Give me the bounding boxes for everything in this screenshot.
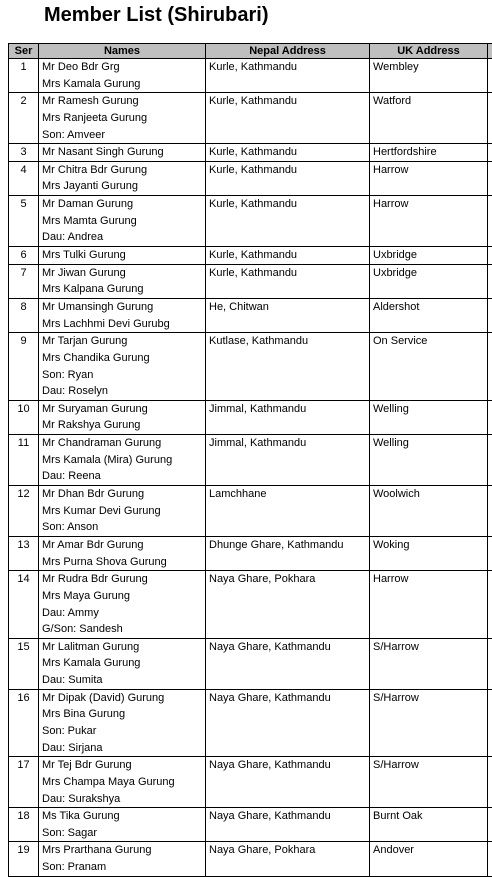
nepal-address: Kurle, Kathmandu <box>209 144 366 161</box>
ser-cell <box>9 842 39 876</box>
uk-address: Uxbridge <box>373 265 484 282</box>
member-name: Mr Daman Gurung <box>42 196 202 213</box>
extra-cell <box>488 400 492 434</box>
member-name: Mrs Mamta Gurung <box>42 213 202 230</box>
nepal-address-cell <box>206 59 370 93</box>
names-cell <box>39 93 206 144</box>
member-name: Mrs Purna Shova Gurung <box>42 554 202 571</box>
nepal-address-cell <box>206 264 370 298</box>
uk-address: S/Harrow <box>373 757 484 774</box>
table-row <box>9 247 492 265</box>
extra-cell <box>488 842 492 876</box>
names-cell <box>39 842 206 876</box>
nepal-address-cell <box>206 689 370 757</box>
table-row <box>9 196 492 247</box>
ser-number: 7 <box>9 265 38 282</box>
names-cell <box>39 400 206 434</box>
extra-cell <box>488 264 492 298</box>
header-extra-column <box>488 44 492 59</box>
ser-number: 13 <box>9 537 38 554</box>
member-name: Son: Ryan <box>42 367 202 384</box>
nepal-address: Dhunge Ghare, Kathmandu <box>209 537 366 554</box>
uk-address: Aldershot <box>373 299 484 316</box>
member-name: Mr Umansingh Gurung <box>42 299 202 316</box>
ser-cell <box>9 333 39 401</box>
ser-number: 14 <box>9 571 38 588</box>
member-name: Son: Pukar <box>42 723 202 740</box>
member-name: Son: Sagar <box>42 825 202 842</box>
nepal-address: Kutlase, Kathmandu <box>209 333 366 350</box>
nepal-address: Jimmal, Kathmandu <box>209 401 366 418</box>
names-cell <box>39 333 206 401</box>
uk-address: Watford <box>373 93 484 110</box>
uk-address: Woking <box>373 537 484 554</box>
ser-number: 19 <box>9 842 38 859</box>
member-name: Son: Amveer <box>42 127 202 144</box>
extra-cell <box>488 638 492 689</box>
uk-address-cell <box>370 571 488 639</box>
nepal-address: Naya Ghare, Kathmandu <box>209 639 366 656</box>
ser-number: 18 <box>9 808 38 825</box>
ser-number: 17 <box>9 757 38 774</box>
table-row <box>9 59 492 93</box>
ser-number: 5 <box>9 196 38 213</box>
names-cell <box>39 757 206 808</box>
nepal-address: Naya Ghare, Kathmandu <box>209 757 366 774</box>
nepal-address: Kurle, Kathmandu <box>209 162 366 179</box>
ser-number: 12 <box>9 486 38 503</box>
nepal-address-cell <box>206 842 370 876</box>
header-row <box>9 44 492 59</box>
nepal-address: Jimmal, Kathmandu <box>209 435 366 452</box>
extra-cell <box>488 161 492 195</box>
ser-number: 1 <box>9 59 38 76</box>
member-name: Mrs Kamala Gurung <box>42 76 202 93</box>
header-names: Names <box>39 44 206 59</box>
names-cell <box>39 571 206 639</box>
nepal-address-cell <box>206 638 370 689</box>
member-name: Mr Ramesh Gurung <box>42 93 202 110</box>
member-name: Mrs Kamala (Mira) Gurung <box>42 452 202 469</box>
ser-number: 16 <box>9 690 38 707</box>
uk-address: Woolwich <box>373 486 484 503</box>
table-row <box>9 842 492 876</box>
uk-address-cell <box>370 196 488 247</box>
nepal-address-cell <box>206 93 370 144</box>
member-name: Mr Lalitman Gurung <box>42 639 202 656</box>
names-cell <box>39 59 206 93</box>
uk-address: S/Harrow <box>373 690 484 707</box>
member-name: Mrs Maya Gurung <box>42 588 202 605</box>
nepal-address: Lamchhane <box>209 486 366 503</box>
header-nepal-address: Nepal Address <box>206 44 370 59</box>
member-name: Mrs Prarthana Gurung <box>42 842 202 859</box>
member-name: Dau: Roselyn <box>42 383 202 400</box>
ser-cell <box>9 298 39 332</box>
ser-cell <box>9 486 39 537</box>
ser-cell <box>9 161 39 195</box>
ser-number: 9 <box>9 333 38 350</box>
table-row <box>9 689 492 757</box>
nepal-address-cell <box>206 247 370 265</box>
member-name: Dau: Surakshya <box>42 791 202 808</box>
ser-cell <box>9 196 39 247</box>
uk-address: Harrow <box>373 196 484 213</box>
header-uk-address: UK Address <box>370 44 488 59</box>
uk-address-cell <box>370 93 488 144</box>
member-name: Mr Tej Bdr Gurung <box>42 757 202 774</box>
uk-address-cell <box>370 689 488 757</box>
ser-number: 3 <box>9 144 38 161</box>
uk-address-cell <box>370 842 488 876</box>
member-name: Mr Dhan Bdr Gurung <box>42 486 202 503</box>
ser-cell <box>9 808 39 842</box>
table-row <box>9 808 492 842</box>
table-row <box>9 333 492 401</box>
nepal-address-cell <box>206 486 370 537</box>
ser-cell <box>9 59 39 93</box>
uk-address-cell <box>370 435 488 486</box>
uk-address-cell <box>370 144 488 162</box>
extra-cell <box>488 486 492 537</box>
table-row <box>9 486 492 537</box>
member-name: Mrs Kalpana Gurung <box>42 281 202 298</box>
extra-cell <box>488 59 492 93</box>
uk-address: Harrow <box>373 162 484 179</box>
names-cell <box>39 264 206 298</box>
member-name: Mr Tarjan Gurung <box>42 333 202 350</box>
uk-address-cell <box>370 247 488 265</box>
nepal-address-cell <box>206 435 370 486</box>
table-row <box>9 93 492 144</box>
uk-address: Welling <box>373 401 484 418</box>
nepal-address-cell <box>206 400 370 434</box>
names-cell <box>39 435 206 486</box>
uk-address: Wembley <box>373 59 484 76</box>
table-row <box>9 400 492 434</box>
ser-cell <box>9 638 39 689</box>
nepal-address-cell <box>206 536 370 570</box>
member-table <box>8 43 492 877</box>
ser-cell <box>9 144 39 162</box>
nepal-address-cell <box>206 757 370 808</box>
extra-cell <box>488 333 492 401</box>
member-name: Mr Dipak (David) Gurung <box>42 690 202 707</box>
extra-cell <box>488 435 492 486</box>
uk-address-cell <box>370 161 488 195</box>
uk-address: S/Harrow <box>373 639 484 656</box>
member-name: Son: Pranam <box>42 859 202 876</box>
ser-number: 10 <box>9 401 38 418</box>
member-name: Mrs Kumar Devi Gurung <box>42 503 202 520</box>
uk-address-cell <box>370 298 488 332</box>
extra-cell <box>488 689 492 757</box>
member-name: Mr Jiwan Gurung <box>42 265 202 282</box>
nepal-address: Naya Ghare, Kathmandu <box>209 808 366 825</box>
nepal-address: Kurle, Kathmandu <box>209 265 366 282</box>
ser-number: 11 <box>9 435 38 452</box>
extra-cell <box>488 144 492 162</box>
nepal-address-cell <box>206 571 370 639</box>
table-row <box>9 571 492 639</box>
uk-address-cell <box>370 808 488 842</box>
uk-address: Uxbridge <box>373 247 484 264</box>
member-name: Mrs Jayanti Gurung <box>42 178 202 195</box>
nepal-address-cell <box>206 333 370 401</box>
extra-cell <box>488 196 492 247</box>
member-name: Mr Suryaman Gurung <box>42 401 202 418</box>
names-cell <box>39 298 206 332</box>
uk-address: Burnt Oak <box>373 808 484 825</box>
nepal-address: Naya Ghare, Pokhara <box>209 571 366 588</box>
nepal-address: Kurle, Kathmandu <box>209 59 366 76</box>
member-name: Mr Chandraman Gurung <box>42 435 202 452</box>
member-name: Mrs Ranjeeta Gurung <box>42 110 202 127</box>
member-name: Mr Chitra Bdr Gurung <box>42 162 202 179</box>
nepal-address: Kurle, Kathmandu <box>209 196 366 213</box>
ser-cell <box>9 689 39 757</box>
ser-cell <box>9 247 39 265</box>
header-ser: Ser <box>9 44 39 59</box>
member-name: Dau: Reena <box>42 468 202 485</box>
table-row <box>9 757 492 808</box>
uk-address: Andover <box>373 842 484 859</box>
names-cell <box>39 638 206 689</box>
nepal-address-cell <box>206 298 370 332</box>
ser-cell <box>9 435 39 486</box>
ser-number: 2 <box>9 93 38 110</box>
uk-address: Hertfordshire <box>373 144 484 161</box>
member-name: Mr Rakshya Gurung <box>42 417 202 434</box>
member-name: Mr Amar Bdr Gurung <box>42 537 202 554</box>
ser-cell <box>9 536 39 570</box>
nepal-address: Kurle, Kathmandu <box>209 247 366 264</box>
member-name: Dau: Sirjana <box>42 740 202 757</box>
member-name: Mr Nasant Singh Gurung <box>42 144 202 161</box>
member-name: Son: Anson <box>42 519 202 536</box>
names-cell <box>39 144 206 162</box>
extra-cell <box>488 571 492 639</box>
uk-address-cell <box>370 264 488 298</box>
table-row <box>9 144 492 162</box>
ser-number: 4 <box>9 162 38 179</box>
member-name: Dau: Andrea <box>42 229 202 246</box>
uk-address-cell <box>370 536 488 570</box>
table-row <box>9 638 492 689</box>
extra-cell <box>488 298 492 332</box>
uk-address: On Service <box>373 333 484 350</box>
ser-cell <box>9 264 39 298</box>
nepal-address-cell <box>206 808 370 842</box>
uk-address-cell <box>370 486 488 537</box>
table-row <box>9 161 492 195</box>
uk-address-cell <box>370 757 488 808</box>
names-cell <box>39 161 206 195</box>
member-name: Mrs Bina Gurung <box>42 706 202 723</box>
ser-cell <box>9 757 39 808</box>
nepal-address: Naya Ghare, Kathmandu <box>209 690 366 707</box>
ser-cell <box>9 93 39 144</box>
member-name: Mrs Lachhmi Devi Gurubg <box>42 316 202 333</box>
nepal-address: Naya Ghare, Pokhara <box>209 842 366 859</box>
table-row <box>9 264 492 298</box>
ser-number: 6 <box>9 247 38 264</box>
member-name: Ms Tika Gurung <box>42 808 202 825</box>
member-name: Mrs Tulki Gurung <box>42 247 202 264</box>
table-row <box>9 298 492 332</box>
uk-address-cell <box>370 333 488 401</box>
nepal-address-cell <box>206 196 370 247</box>
extra-cell <box>488 536 492 570</box>
ser-number: 15 <box>9 639 38 656</box>
names-cell <box>39 247 206 265</box>
member-rows <box>9 59 492 877</box>
member-name: Dau: Sumita <box>42 672 202 689</box>
member-name: Mr Deo Bdr Grg <box>42 59 202 76</box>
nepal-address-cell <box>206 161 370 195</box>
names-cell <box>39 196 206 247</box>
member-name: Mrs Chandika Gurung <box>42 350 202 367</box>
uk-address: Harrow <box>373 571 484 588</box>
page-title: Member List (Shirubari) <box>44 1 268 29</box>
table-row <box>9 435 492 486</box>
extra-cell <box>488 93 492 144</box>
uk-address: Welling <box>373 435 484 452</box>
member-name: Mrs Champa Maya Gurung <box>42 774 202 791</box>
nepal-address-cell <box>206 144 370 162</box>
names-cell <box>39 689 206 757</box>
nepal-address: Kurle, Kathmandu <box>209 93 366 110</box>
uk-address-cell <box>370 638 488 689</box>
uk-address-cell <box>370 400 488 434</box>
names-cell <box>39 808 206 842</box>
extra-cell <box>488 247 492 265</box>
table-row <box>9 536 492 570</box>
member-name: Mr Rudra Bdr Gurung <box>42 571 202 588</box>
ser-cell <box>9 571 39 639</box>
member-name: G/Son: Sandesh <box>42 621 202 638</box>
names-cell <box>39 536 206 570</box>
extra-cell <box>488 808 492 842</box>
member-name: Dau: Ammy <box>42 605 202 622</box>
member-name: Mrs Kamala Gurung <box>42 655 202 672</box>
ser-number: 8 <box>9 299 38 316</box>
uk-address-cell <box>370 59 488 93</box>
extra-cell <box>488 757 492 808</box>
nepal-address: He, Chitwan <box>209 299 366 316</box>
ser-cell <box>9 400 39 434</box>
names-cell <box>39 486 206 537</box>
